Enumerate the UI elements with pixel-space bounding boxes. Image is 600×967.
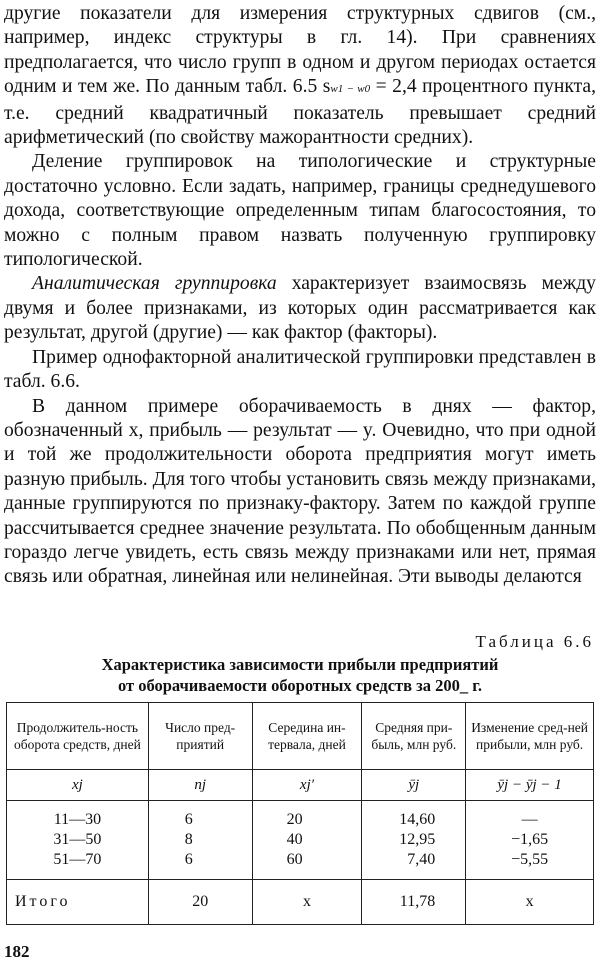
total-avg-profit: 11,78 bbox=[362, 880, 466, 925]
symbol-cell: xj bbox=[7, 770, 149, 801]
paragraph-5: В данном примере оборачиваемость в днях — фактор, обозначенный x, прибыль — результат — y. Очевидно, что при одной и той же продолжительности оборота предприятия могут иметь разную прибыль. Для того чтобы установить связь между признаками, данные группируются по признаку-фактору. Затем по каждой группе рассчитывается среднее значение результата. По обобщенным данным гораздо легче увидеть, есть связь между признаками или нет, прямая связь или обратная, линейная или нелинейная. Эти выводы делаются bbox=[4, 395, 596, 588]
paragraph-1-part-b: = 2,4 процентного пункта, т.е. средний квадратичный показатель превышает средний арифметический (по свойству мажорантности средних). bbox=[4, 76, 596, 149]
symbol-cell: ȳj bbox=[362, 770, 466, 801]
term-analytical-grouping: Аналитическая группировка bbox=[32, 273, 277, 295]
paragraph-4: Пример однофакторной аналитической группировки представлен в табл. 6.6. bbox=[4, 346, 596, 393]
symbol-cell: ȳj − ȳj − 1 bbox=[466, 770, 594, 801]
symbol-cell: nj bbox=[148, 770, 252, 801]
symbol-cell: xj′ bbox=[252, 770, 362, 801]
header-row bbox=[7, 703, 594, 770]
data-table bbox=[6, 702, 594, 925]
table-caption bbox=[0, 654, 600, 696]
cell-avg-profit: 14,60 12,95 7,40 bbox=[362, 801, 466, 880]
page-number: 182 bbox=[4, 942, 30, 961]
paragraph-3-rest: характеризует взаимосвязь между двумя и более признаками, из которых один рассматривается как результат, другой (другие) — как фактор (факторы). bbox=[4, 273, 596, 344]
paragraph-3 bbox=[4, 272, 596, 345]
cell-duration: 11—30 31—50 51—70 bbox=[7, 801, 149, 880]
paragraph-1-part-a: другие показатели для измерения структурных сдвигов (см., например, индекс структуры в гл. 14). При сравнениях предполагается, что число групп в одном и другом периодах остается одним и тем же. По данным табл. 6.5 s bbox=[4, 3, 596, 98]
paragraph-1 bbox=[4, 2, 596, 150]
header-cell-duration: Продолжитель-ность оборота средств, дней bbox=[7, 703, 149, 770]
cell-midpoint: 20 40 60 bbox=[252, 801, 362, 880]
cell-change: — −1,65 −5,55 bbox=[466, 801, 594, 880]
header-cell-change: Изменение сред-ней прибыли, млн руб. bbox=[466, 703, 594, 770]
data-rows bbox=[7, 801, 594, 880]
caption-line-2: от оборачиваемости оборотных средств за 200_ г. bbox=[117, 676, 483, 695]
total-change: х bbox=[466, 880, 594, 925]
body-text bbox=[4, 2, 596, 590]
total-midpoint: х bbox=[252, 880, 362, 925]
cell-count: 6 8 6 bbox=[148, 801, 252, 880]
total-count: 20 bbox=[148, 880, 252, 925]
subscript: w1 − w0 bbox=[330, 83, 371, 96]
total-label: Итого bbox=[7, 880, 149, 925]
caption-line-1: Характеристика зависимости прибыли предприятий bbox=[101, 655, 499, 674]
symbol-row bbox=[7, 770, 594, 801]
paragraph-2: Деление группировок на типологические и структурные достаточно условно. Если задать, например, границы среднедушевого дохода, соответствующие определенным типам благосостояния, то можно с полным правом назвать полученную группировку типологической. bbox=[4, 151, 596, 271]
header-cell-avg-profit: Средняя при-быль, млн руб. bbox=[362, 703, 466, 770]
header-cell-count: Число пред-приятий bbox=[148, 703, 252, 770]
header-cell-midpoint: Середина ин-тервала, дней bbox=[252, 703, 362, 770]
total-row bbox=[7, 880, 594, 925]
table-label: Таблица 6.6 bbox=[475, 632, 594, 651]
